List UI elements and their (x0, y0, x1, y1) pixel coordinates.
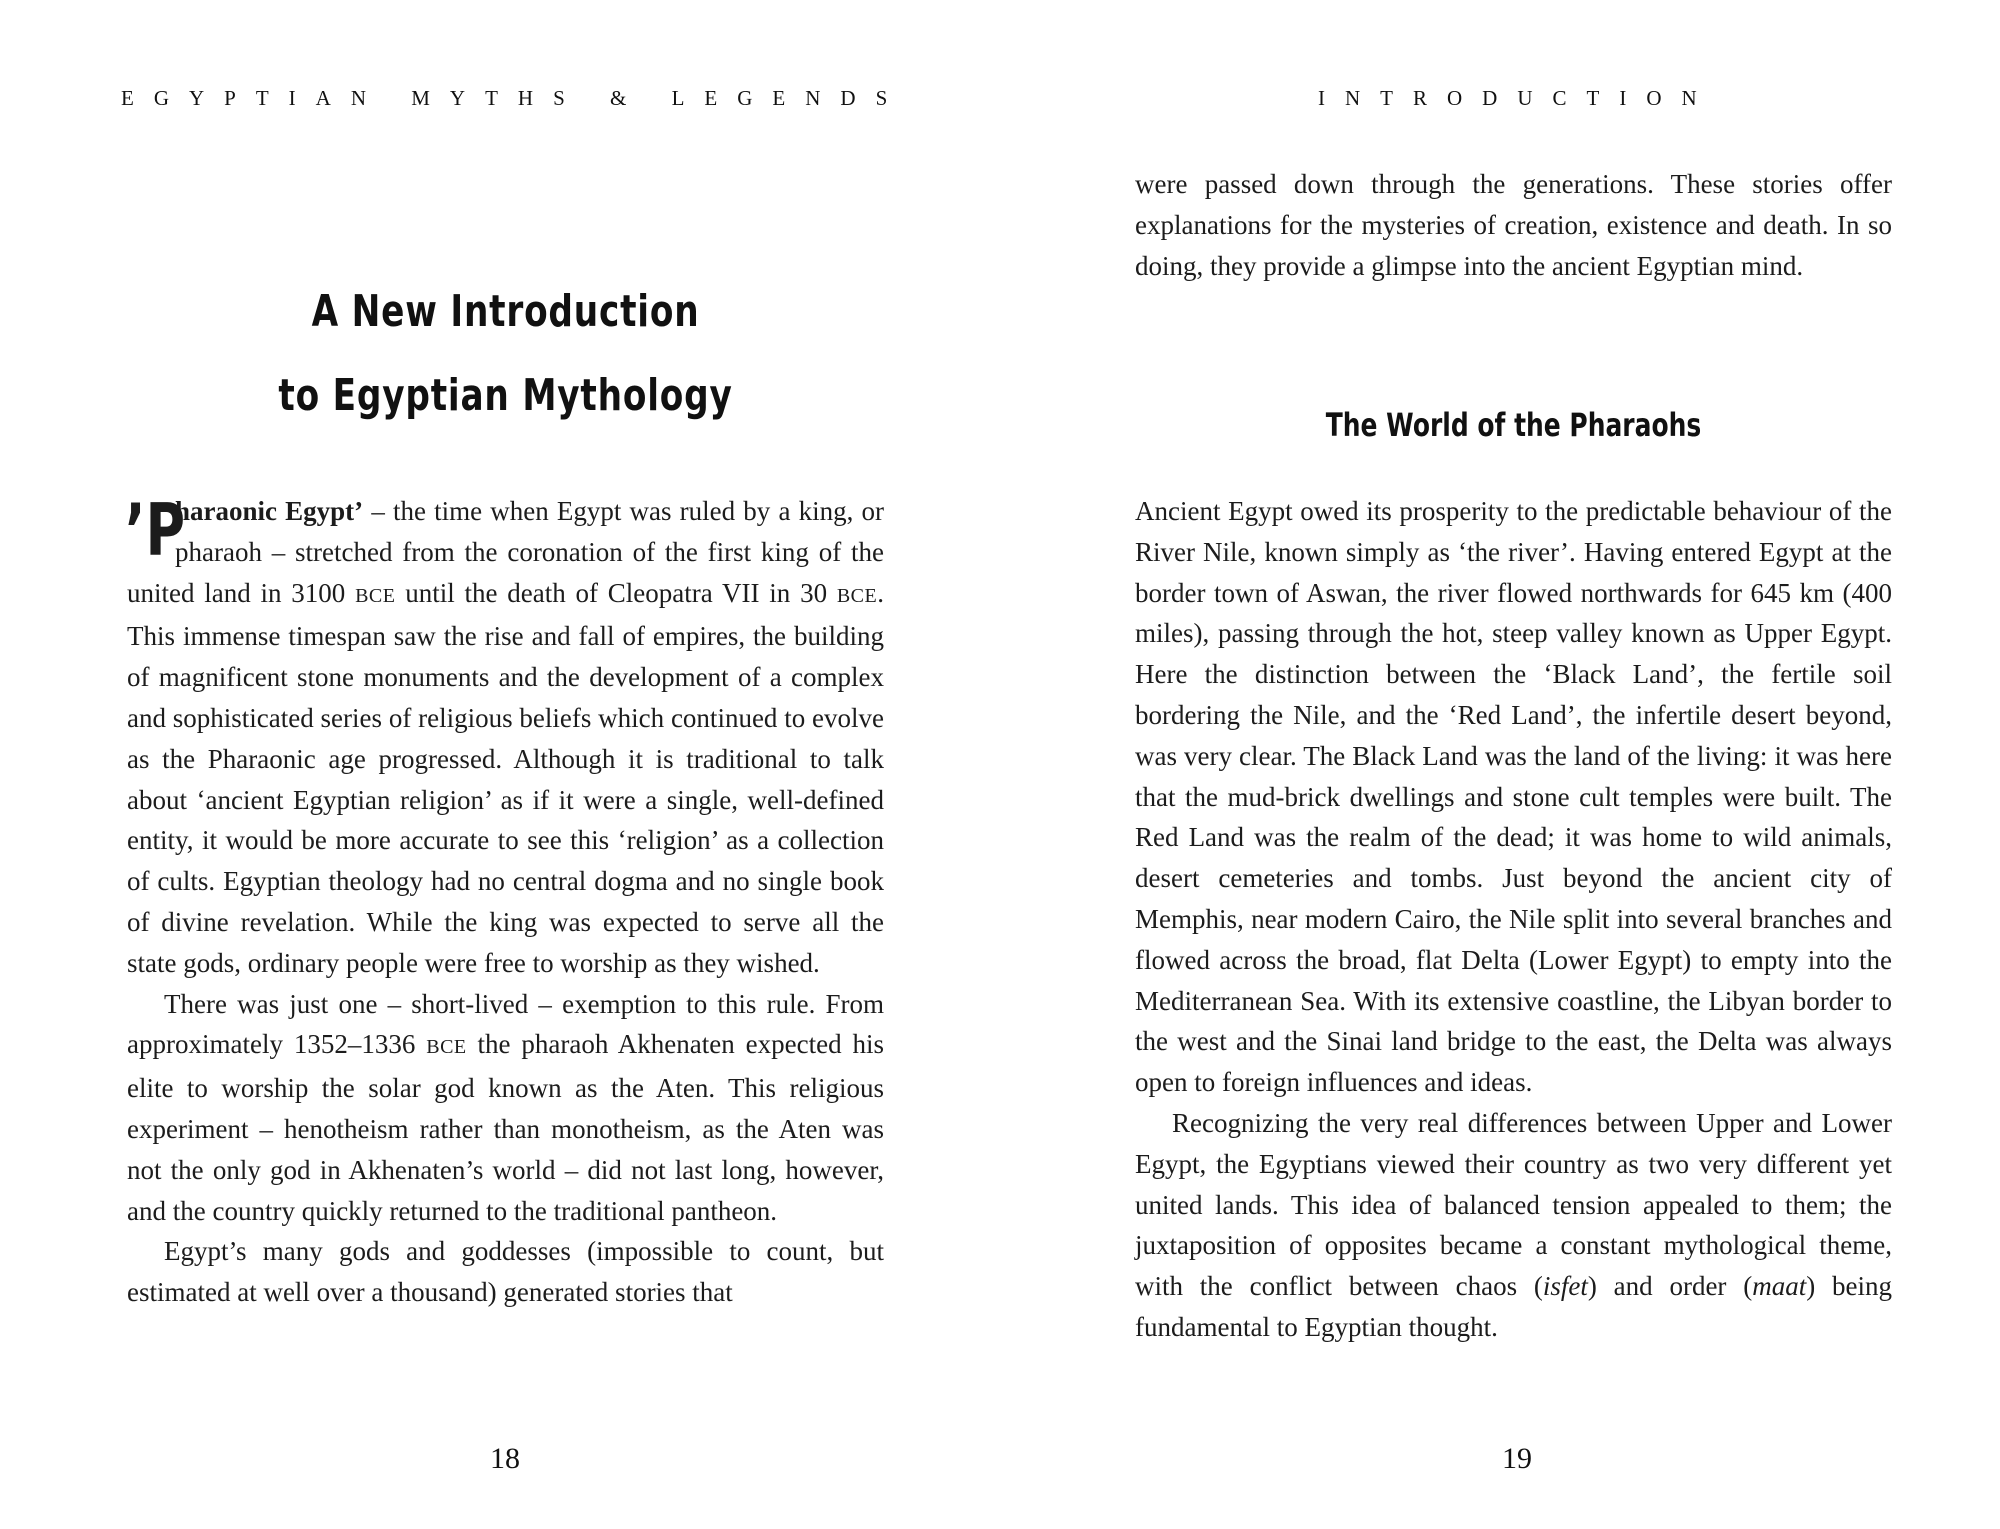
italic-term: isfet (1542, 1271, 1588, 1302)
italic-term: maat (1752, 1271, 1807, 1302)
paragraph-2: Recognizing the very real differences between Upper and Lower Egypt, the Egyptians viewed their country as two very different yet united lands. This idea of balanced tension appealed to them; the juxtaposition of opposites became a constant mythological theme, with the conflict between chaos (isfet) and order (maat) being fundamental to Egyptian thought. (1135, 1107, 1892, 1342)
chapter-title-line-2: to Egyptian Mythology (278, 370, 733, 421)
page-number: 18 (490, 1442, 520, 1475)
continuation-text (1135, 164, 1892, 286)
chapter-title-line-1: A New Introduction (311, 286, 700, 337)
chapter-title (210, 270, 800, 438)
running-head-chapter: INTRODUCTION (1318, 86, 1717, 110)
era-abbrev: BCE (426, 1036, 467, 1059)
drop-cap: ’P (125, 488, 186, 572)
era-abbrev: BCE (355, 584, 396, 607)
running-head-book-title: EGYPTIAN MYTHS & LEGENDS (121, 86, 908, 110)
paragraph-1: ’P haraonic Egypt’ – the time when Egypt was ruled by a king, or pharaoh – stretched from the coronation of the first king of the united land in 3100 BCE until the death of Cleopatra VII in 30 BCE. This immense timespan saw the rise and fall of empires, the building of magnificent stone monuments and the development of a complex and sophisticated series of religious beliefs which continued to evolve as the Pharaonic age progressed. Although it is traditional to talk about ‘ancient Egyptian religion’ as if it were a single, well-defined entity, it would be more accurate to see this ‘religion’ as a collection of cults. Egyptian theology had no central dogma and no single book of divine revelation. While the king was expected to serve all the state gods, ordinary people were free to worship as they wished. (125, 488, 884, 978)
lead-in: haraonic Egypt’ (175, 496, 364, 526)
section-heading: The World of the Pharaohs (1325, 406, 1702, 444)
era-abbrev: BCE (836, 584, 878, 607)
paragraph-3: Egypt’s many gods and goddesses (impossible to count, but estimated at well over a thousand) generated stories that (127, 1236, 884, 1308)
right-body-text (1135, 491, 1892, 1348)
paragraph-1: Ancient Egypt owed its prosperity to the predictable behaviour of the River Nile, known simply as ‘the river’. Having entered Egypt at the border town of Aswan, the river flowed northwards for 645 km (400 miles), passing through the hot, steep valley known as Upper Egypt. Here the distinction between the ‘Black Land’, the fertile soil bordering the Nile, and the ‘Red Land’, the infertile desert beyond, was very clear. The Black Land was the land of the living: it was here that the mud-brick dwellings and stone cult temples were built. The Red Land was the realm of the dead; it was home to wild animals, desert cemeteries and tombs. Just beyond the ancient city of Memphis, near modern Cairo, the Nile split into several branches and flowed across the broad, flat Delta (Lower Egypt) to empty into the Mediterranean Sea. With its extensive coastline, the Libyan border to the west and the Sinai land bridge to the east, the Delta was always open to foreign influences and ideas. (1135, 496, 1892, 1098)
right-page (1000, 0, 2000, 1529)
paragraph-2: There was just one – short-lived – exemption to this rule. From approximately 1352–1336 BCE the pharaoh Akhenaten expected his elite to worship the solar god known as the Aten. This religious experiment – henotheism rather than monotheism, as the Aten was not the only god in Akhenaten’s world – did not last long, however, and the country quickly returned to the traditional pantheon. (127, 988, 884, 1226)
page-number: 19 (1502, 1442, 1532, 1475)
left-body-text (125, 488, 884, 1313)
continuation-paragraph: were passed down through the generations. These stories offer explanations for the mysteries of creation, existence and death. In so doing, they provide a glimpse into the ancient Egyptian mind. (1135, 169, 1892, 281)
